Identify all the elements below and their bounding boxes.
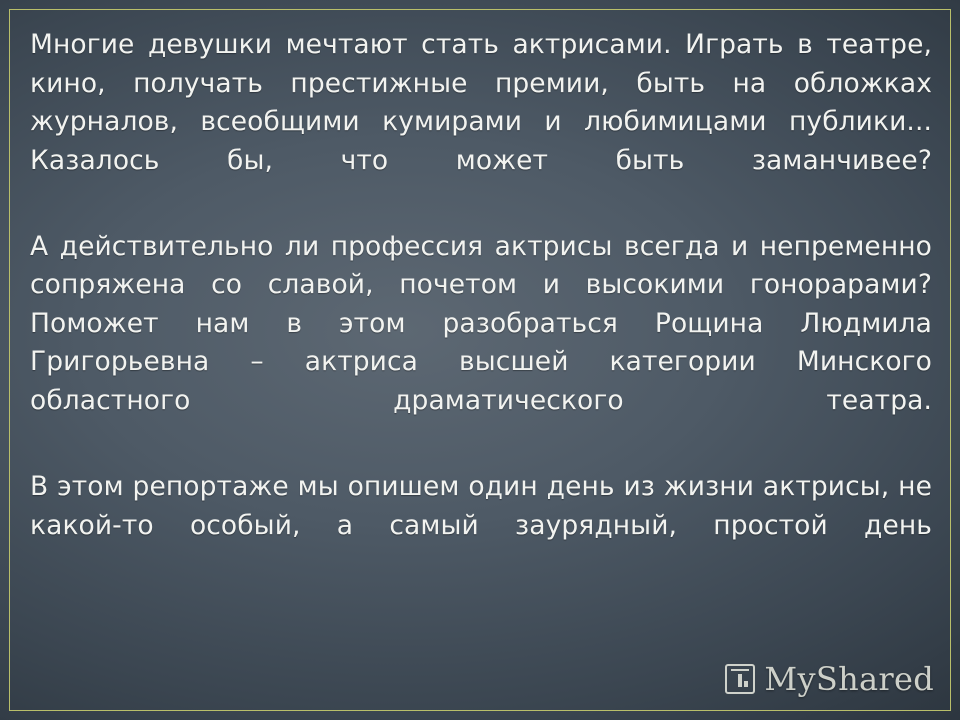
bar-chart-icon [725,664,755,694]
paragraph: В этом репортаже мы опишем один день из жизни актрисы, не какой-то особый, а самый заурядный, простой день [30,471,932,541]
paragraph: А действительно ли профессия актрисы всегда и непременно сопряжена со славой, почетом и высокими гонорарами? Поможет нам в этом разобраться Рощина Людмила Григорьевна – актриса высшей категории Минского областного драматического театра. [30,230,932,416]
myshared-watermark [725,660,934,698]
watermark-label: MyShared [764,660,934,698]
paragraph: Многие девушки мечтают стать актрисами. Играть в театре, кино, получать престижные премии, быть на обложках журналов, всеобщими кумирами и любимицами публики... Казалось бы, что может быть заманчивее? [30,29,932,176]
slide-text-body [30,26,932,584]
